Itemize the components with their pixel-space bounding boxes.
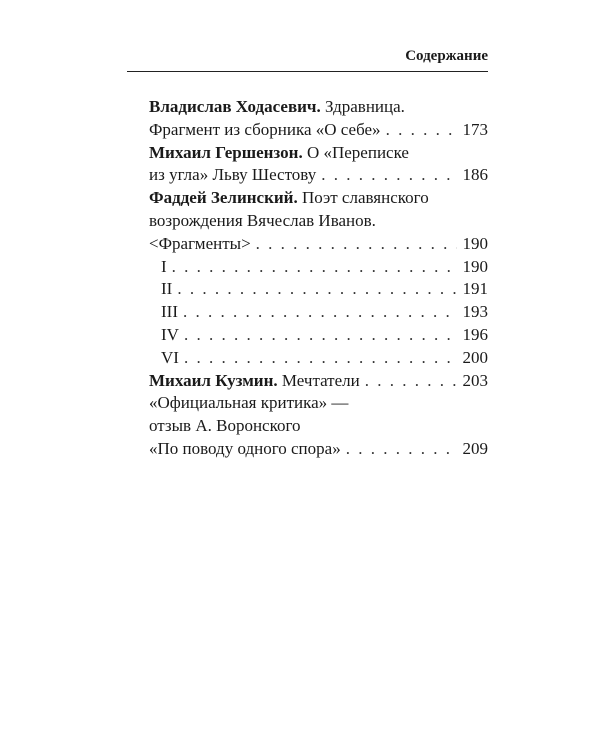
- toc-subentry-vi: [149, 347, 488, 370]
- page-number: 203: [462, 370, 488, 390]
- leader-dots: [386, 119, 457, 142]
- entry-title: «Официальная критика» —: [149, 393, 349, 413]
- subentry-label: II: [161, 279, 173, 299]
- leader-dots: [183, 301, 457, 324]
- leader-dots: [172, 256, 457, 279]
- toc-entry-voronsky-line-3: [149, 438, 488, 461]
- entry-title: из угла» Льву Шестову: [149, 165, 317, 185]
- toc-entry-zelinsky-line-3: [149, 233, 488, 256]
- page-number: 191: [462, 279, 488, 299]
- subentry-label: I: [161, 256, 167, 276]
- toc-entry-khodasevich-line-1: [149, 96, 488, 119]
- toc-entry-gershenzon-line-1: [149, 142, 488, 165]
- toc-entry-gershenzon-line-2: [149, 164, 488, 187]
- toc-subentry-i: [149, 256, 488, 279]
- author-name: Фаддей Зелинский.: [149, 188, 298, 208]
- page-number: 193: [462, 302, 488, 322]
- leader-dots: [184, 324, 457, 347]
- page-number: 200: [462, 347, 488, 367]
- page-number: 173: [462, 119, 488, 139]
- author-name: Михаил Гершензон.: [149, 142, 303, 162]
- toc-entry-kuzmin: [149, 370, 488, 393]
- entry-title: «По поводу одного спора»: [149, 438, 341, 458]
- subentry-label: III: [161, 302, 178, 322]
- page-number: 209: [462, 438, 488, 458]
- author-name: Михаил Кузмин.: [149, 370, 278, 390]
- page-number: 196: [462, 324, 488, 344]
- author-name: Владислав Ходасевич.: [149, 97, 321, 116]
- toc-entry-zelinsky-line-1: [149, 187, 488, 210]
- entry-title: Фрагмент из сборника «О себе»: [149, 119, 381, 139]
- entry-title: Мечтатели: [277, 370, 360, 390]
- entry-title: отзыв А. Воронского: [149, 416, 301, 436]
- toc-subentry-iv: [149, 324, 488, 347]
- page-number: 190: [462, 256, 488, 276]
- page-number: 186: [462, 165, 488, 185]
- leader-dots: [256, 233, 457, 256]
- leader-dots: [184, 347, 457, 370]
- toc-subentry-ii: [149, 278, 488, 301]
- entry-title: Здравница.: [320, 97, 405, 116]
- toc-subentry-iii: [149, 301, 488, 324]
- toc-entry-voronsky-line-2: [149, 415, 488, 438]
- entry-title: Поэт славянского: [297, 188, 429, 208]
- toc-entry-khodasevich-line-2: [149, 119, 488, 142]
- toc-entry-zelinsky-line-2: [149, 210, 488, 233]
- page-number: 190: [462, 233, 488, 253]
- entry-title: возрождения Вячеслав Иванов.: [149, 210, 376, 230]
- subentry-label: VI: [161, 347, 179, 367]
- leader-dots: [177, 278, 457, 301]
- entry-title: О «Переписке: [302, 142, 409, 162]
- leader-dots: [346, 438, 457, 461]
- table-of-contents: [149, 96, 488, 461]
- subentry-label: IV: [161, 324, 179, 344]
- entry-title: <Фрагменты>: [149, 233, 251, 253]
- running-head: Содержание: [127, 48, 488, 72]
- leader-dots: [365, 370, 457, 393]
- toc-entry-voronsky-line-1: [149, 392, 488, 415]
- leader-dots: [321, 164, 457, 187]
